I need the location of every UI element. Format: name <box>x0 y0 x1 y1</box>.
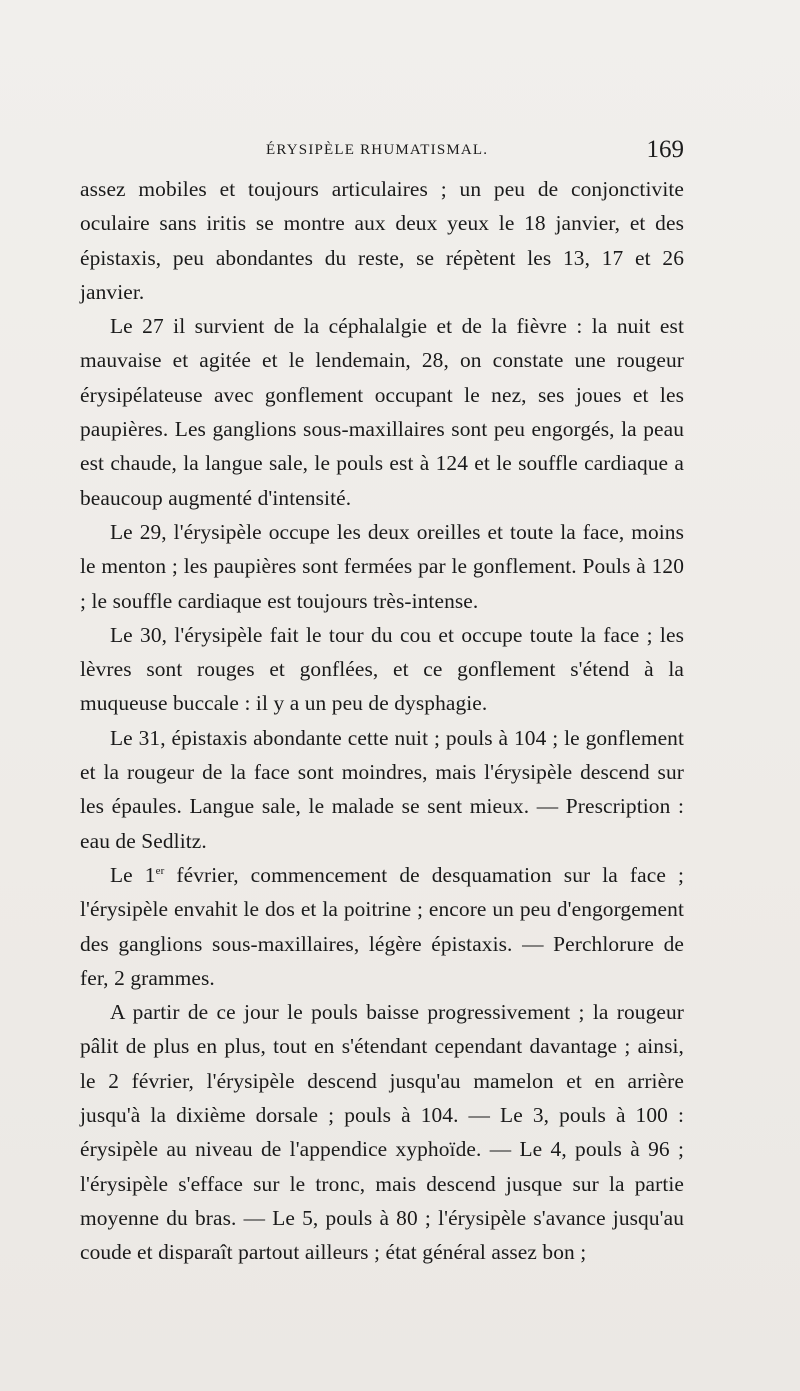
page-header <box>80 136 684 170</box>
paragraph-progression: A partir de ce jour le pouls baisse progressivement ; la rougeur pâlit de plus en plus, tout en s'étendant cependant davantage ; ainsi, le 2 février, l'érysipèle descend jusqu'au mamelon et en arrière jusqu'à la dixième dorsale ; pouls à 104. — Le 3, pouls à 100 : érysipèle au niveau de l'appendice xyphoïde. — Le 4, pouls à 96 ; l'érysipèle s'efface sur le tronc, mais descend jusque sur la partie moyenne du bras. — Le 5, pouls à 80 ; l'érysipèle s'avance jusqu'au coude et disparaît partout ailleurs ; état général assez bon ; <box>80 1000 684 1265</box>
running-title: ÉRYSIPÈLE RHUMATISMAL. <box>266 142 489 158</box>
paragraph-january-30: Le 30, l'érysipèle fait le tour du cou et occupe toute la face ; les lèvres sont rouges et gonflées, et ce gonflement s'étend à la muqueuse buccale : il y a un peu de dysphagie. <box>80 622 684 716</box>
paragraph-january-31: Le 31, épistaxis abondante cette nuit ; pouls à 104 ; le gonflement et la rougeur de la face sont moindres, mais l'érysipèle descend sur les épaules. Langue sale, le malade se sent mieux. — Prescription : eau de Sedlitz. <box>80 725 684 853</box>
paragraph-february-1 <box>80 858 684 995</box>
paragraph-continuation: assez mobiles et toujours articulaires ; un peu de conjonctivite oculaire sans iritis se montre aux deux yeux le 18 janvier, et des épistaxis, peu abondantes du reste, se répètent les 13, 17 et 26 janvier. <box>80 177 684 304</box>
paragraph-january-29: Le 29, l'érysipèle occupe les deux oreilles et toute la face, moins le menton ; les paupières sont fermées par le gonflement. Pouls à 120 ; le souffle cardiaque est toujours très-intense. <box>80 519 684 613</box>
ordinal-superscript: er <box>155 864 165 877</box>
page-number: 169 <box>646 136 684 163</box>
body-text <box>80 172 684 1270</box>
paragraph-january-27: Le 27 il survient de la céphalalgie et de la fièvre : la nuit est mauvaise et agitée et le lendemain, 28, on constate une rougeur érysipélateuse avec gonflement occupant le nez, ses joues et les paupières. Les ganglions sous-maxillaires sont peu engorgés, la peau est chaude, la langue sale, le pouls est à 124 et le souffle cardiaque a beaucoup augmenté d'intensité. <box>80 314 684 510</box>
february-rest: février, commencement de desquamation sur la face ; l'érysipèle envahit le dos et la poitrine ; encore un peu d'engorgement des ganglions sous-maxillaires, légère épistaxis. — Perchlorure de fer, 2 grammes. <box>80 862 684 990</box>
february-intro: Le 1 <box>110 862 156 887</box>
